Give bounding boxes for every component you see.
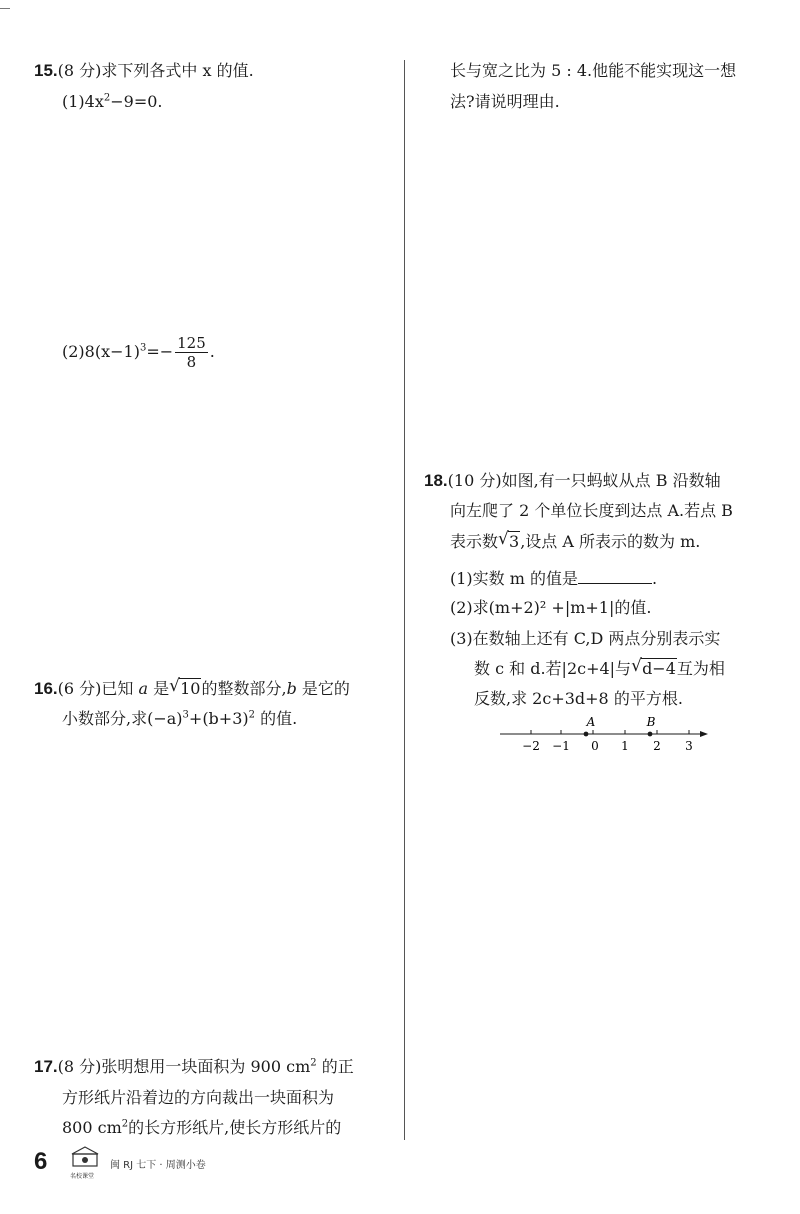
tick-label-3: 3 — [685, 739, 693, 753]
q18-sqrt — [498, 531, 520, 553]
q15-part1-text-a: (1)4x — [62, 92, 104, 111]
q18-line1 — [424, 470, 721, 492]
q15-part2 — [62, 332, 215, 372]
q15-fraction-numerator: 125 — [177, 334, 206, 352]
q16-line2 — [62, 708, 297, 730]
radical-sign: √ — [498, 529, 509, 549]
q18-sub3-l2-text-b: 互为相 — [676, 659, 725, 678]
q16-text-c: 的整数部分, — [201, 679, 287, 698]
q16-l2-text-a: 小数部分,求(−a) — [62, 709, 183, 728]
q16-text-d: 是它的 — [296, 679, 350, 698]
q15-head-text: (8 分)求下列各式中 x 的值. — [57, 61, 254, 80]
number-line — [496, 712, 716, 760]
q18-line2: 向左爬了 2 个单位长度到达点 A.若点 B — [450, 501, 733, 520]
q15-fraction-denominator: 8 — [186, 353, 197, 371]
point-a-label: A — [586, 715, 596, 729]
column-divider — [404, 60, 405, 1140]
q16-text-b: 是 — [148, 679, 170, 698]
q15-part2-exponent: 3 — [139, 342, 147, 354]
q16-sqrt — [169, 678, 201, 700]
point-a-dot — [584, 732, 589, 737]
logo-caption: 名校课堂 — [70, 1173, 95, 1180]
q15-part2-end: . — [209, 342, 215, 361]
tick-label-2: 2 — [653, 739, 661, 753]
q18-sub3-l2-text-a: 数 c 和 d.若|2c+4|与 — [474, 659, 632, 678]
q18-l1-text: (10 分)如图,有一只蚂蚁从点 B 沿数轴 — [447, 471, 721, 490]
q18-sub3-line1: (3)在数轴上还有 C,D 两点分别表示实 — [450, 629, 721, 648]
q17-l3-text-a: 800 cm — [62, 1118, 122, 1137]
tick-label-neg1: −1 — [552, 739, 570, 753]
q16-l2-text-b: +(b+3) — [188, 709, 249, 728]
tick-label-neg2: −2 — [522, 739, 540, 753]
q16-l2-exp1: 3 — [182, 709, 189, 721]
q16-var-a: a — [138, 679, 149, 698]
q18-l3-text-b: ,设点 A 所表示的数为 m. — [520, 532, 701, 551]
q18-sub3-line2 — [474, 658, 725, 680]
q18-sub2: (2)求(m+2)² +|m+1|的值. — [450, 598, 652, 617]
q17-l1-text-b: 的正 — [316, 1057, 354, 1076]
q17-cont-line1: 长与宽之比为 5 : 4.他能不能实现这一想 — [450, 61, 737, 80]
q17-l1-exp: 2 — [310, 1057, 317, 1069]
q18-sub3-radicand: d−4 — [642, 659, 676, 678]
logo-icon — [70, 1146, 100, 1170]
tick-label-1: 1 — [621, 739, 629, 753]
point-b-dot — [648, 732, 653, 737]
number-line-ticks — [531, 730, 689, 734]
q15-part2-text-b: =− — [146, 342, 174, 361]
q15-part1-text-b: −9=0. — [110, 92, 163, 111]
q15-heading — [34, 60, 254, 82]
publisher-logo — [70, 1146, 100, 1180]
q18-sub3-line3: 反数,求 2c+3d+8 的平方根. — [474, 689, 683, 708]
q18-number: 18. — [424, 471, 448, 490]
q17-cont-line2: 法?请说明理由. — [450, 92, 560, 111]
q15-part1 — [62, 91, 163, 113]
q16-line1 — [34, 678, 350, 700]
q18-line3 — [450, 531, 700, 553]
q18-radicand: 3 — [509, 532, 520, 551]
series-label: 闽 RJ 七下 · 周测小卷 — [110, 1160, 206, 1171]
q15-fraction — [175, 334, 208, 371]
q17-l3-text-b: 的长方形纸片,使长方形纸片的 — [128, 1118, 342, 1137]
radical-sign: √ — [631, 656, 642, 676]
q16-radicand: 10 — [180, 679, 201, 698]
q17-line1 — [34, 1056, 354, 1078]
radical-sign: √ — [169, 676, 180, 696]
page-number: 6 — [34, 1148, 48, 1175]
answer-blank — [578, 567, 652, 584]
q15-part2-text-a: (2)8(x−1) — [62, 342, 140, 361]
q16-var-b: b — [286, 679, 297, 698]
q15-number: 15. — [34, 61, 58, 80]
q18-sub3-sqrt — [631, 658, 677, 680]
q16-text-a: (6 分)已知 — [57, 679, 139, 698]
tick-label-0: 0 — [591, 739, 599, 753]
top-edge-mark — [0, 8, 10, 9]
q18-sub1 — [450, 567, 657, 590]
q17-l1-text-a: (8 分)张明想用一块面积为 900 cm — [57, 1057, 311, 1076]
q17-l3-exp: 2 — [121, 1118, 129, 1130]
q15-part1-exponent: 2 — [103, 92, 111, 104]
q16-l2-text-c: 的值. — [255, 709, 298, 728]
q18-sub1-text: (1)实数 m 的值是 — [450, 569, 579, 588]
q16-number: 16. — [34, 679, 58, 698]
q18-sub1-end: . — [652, 569, 658, 588]
q17-line3 — [62, 1117, 341, 1139]
q16-l2-exp2: 2 — [248, 709, 255, 721]
q17-line2: 方形纸片沿着边的方向裁出一块面积为 — [62, 1088, 335, 1107]
point-b-label: B — [646, 715, 656, 729]
q17-number: 17. — [34, 1057, 58, 1076]
number-line-arrow — [700, 731, 708, 737]
q18-l3-text-a: 表示数 — [450, 532, 499, 551]
